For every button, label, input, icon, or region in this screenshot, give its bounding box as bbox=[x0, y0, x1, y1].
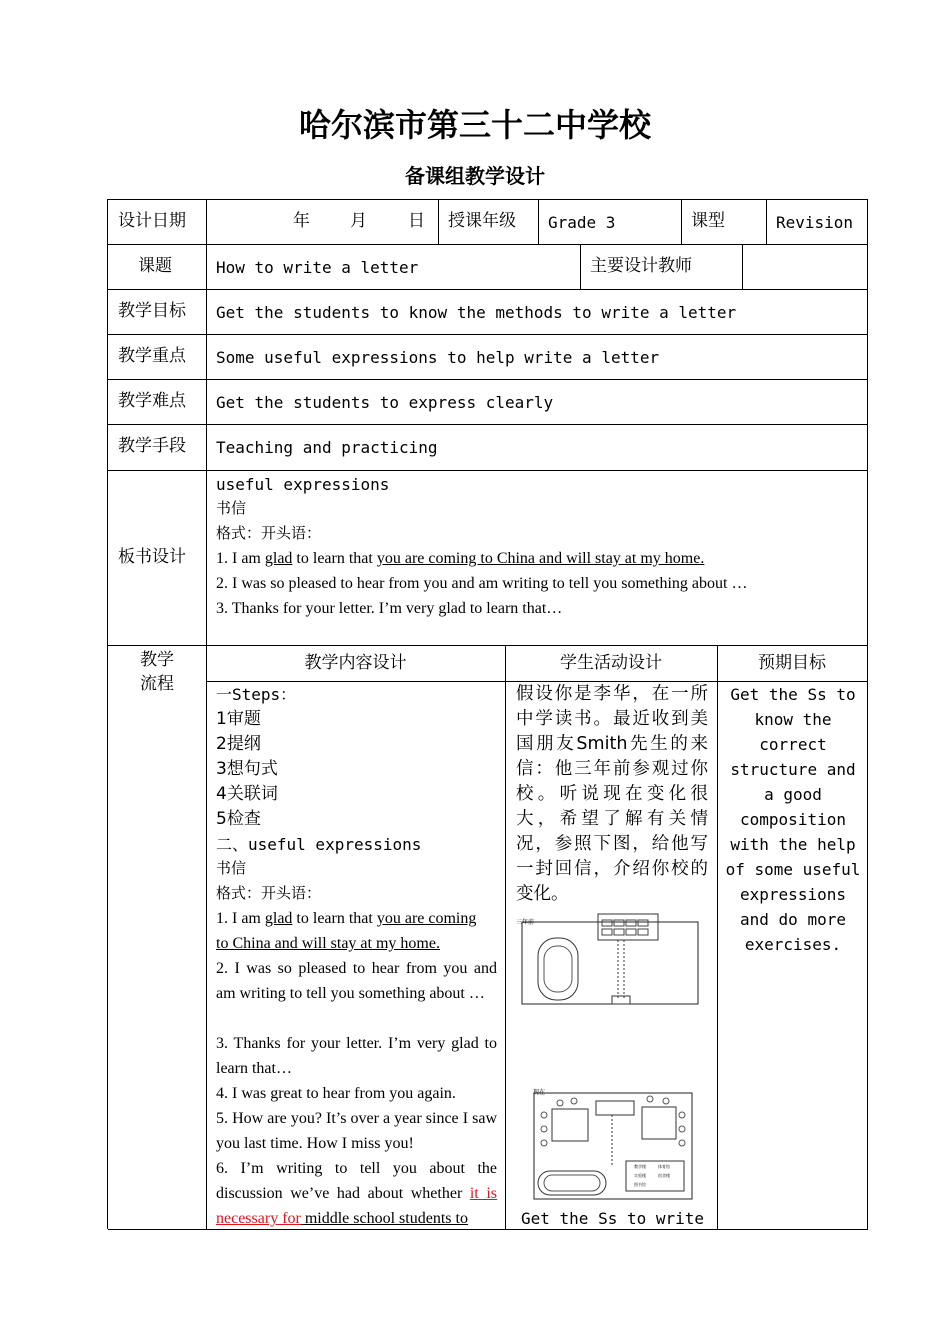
expr1-underlined-1: you are coming bbox=[376, 910, 477, 927]
page-subtitle: 备课组教学设计 bbox=[405, 164, 545, 188]
expr1-glad: glad bbox=[264, 910, 293, 927]
content-format: 格式：开头语： bbox=[216, 884, 322, 902]
process-label-1: 教学 bbox=[140, 650, 174, 670]
content-expr-4: 4. I was great to hear from you again. bbox=[216, 1085, 456, 1102]
expr6-b: middle school students to bbox=[300, 1210, 468, 1227]
board-sentence-1 bbox=[216, 546, 704, 571]
school-title: 哈尔滨市第三十二中学校 bbox=[298, 106, 651, 144]
topic-value: How to write a letter bbox=[216, 258, 419, 277]
grade-label: 授课年级 bbox=[448, 211, 516, 231]
activity-prompt: 假设你是李华，在一所中学读书。最近收到美国朋友Smith先生的来信：他三年前参观过你校。听说现在变化很大，希望了解有关情况，参照下图，给他写一封回信，介绍你校的变化。 bbox=[516, 684, 708, 904]
board-s1-pre: 1. I am bbox=[216, 550, 265, 567]
month-label: 月 bbox=[350, 211, 367, 231]
expr1-underlined-2: to China and will stay at my home. bbox=[216, 935, 440, 952]
board-sentence-2: 2. I was so pleased to hear from you and am writing to tell you something about … bbox=[216, 575, 748, 592]
board-line-format: 格式：开头语： bbox=[216, 524, 322, 542]
board-line-useful: useful expressions bbox=[216, 475, 390, 494]
board-label: 板书设计 bbox=[118, 547, 186, 567]
legend-1: 教学楼 bbox=[634, 1164, 646, 1169]
legend-3: 图书馆 bbox=[634, 1182, 646, 1187]
target-column-header: 预期目标 bbox=[758, 653, 826, 673]
activity-footer: Get the Ss to write bbox=[521, 1209, 705, 1228]
lesson-type-label: 课型 bbox=[691, 211, 725, 231]
expr6-a: 6. I’m writing to tell you about the discussion we’ve had about whether bbox=[216, 1160, 497, 1202]
means-label: 教学手段 bbox=[118, 436, 186, 456]
topic-label: 课题 bbox=[138, 256, 172, 276]
focus-value: Some useful expressions to help write a letter bbox=[216, 348, 660, 367]
difficulty-label: 教学难点 bbox=[118, 391, 186, 411]
content-expr-3: 3. Thanks for your letter. I’m very glad to learn that… bbox=[216, 1035, 497, 1077]
board-s1-glad: glad bbox=[264, 550, 293, 567]
date-label: 设计日期 bbox=[118, 211, 186, 231]
content-expr-2: 2. I was so pleased to hear from you and am writing to tell you something about … bbox=[216, 960, 497, 1002]
expr1-pre: 1. I am bbox=[216, 910, 265, 927]
step-4: 4关联词 bbox=[216, 784, 278, 804]
legend-2: 实验楼 bbox=[634, 1173, 646, 1178]
map-before-label: 三年前 bbox=[516, 919, 535, 926]
goal-value: Get the students to know the methods to write a letter bbox=[216, 303, 737, 322]
year-label: 年 bbox=[293, 211, 310, 231]
step-2: 2提纲 bbox=[216, 734, 261, 754]
content-expr-6 bbox=[216, 1156, 497, 1231]
content-column-header: 教学内容设计 bbox=[304, 653, 407, 673]
legend-4: 体育馆 bbox=[658, 1164, 670, 1169]
step-3: 3想句式 bbox=[216, 759, 278, 779]
content-expr-1a bbox=[216, 906, 476, 931]
lesson-type-value: Revision bbox=[776, 213, 854, 232]
map-now-label: 现在 bbox=[533, 1089, 546, 1096]
expr6-red: it is necessary for bbox=[216, 1185, 498, 1227]
day-label: 日 bbox=[408, 211, 425, 231]
focus-label: 教学重点 bbox=[118, 346, 186, 366]
section-useful-expressions: 二、useful expressions bbox=[216, 835, 422, 854]
difficulty-value: Get the students to express clearly bbox=[216, 393, 554, 412]
steps-title: 一Steps： bbox=[216, 685, 297, 704]
legend-5: 宿舍楼 bbox=[658, 1173, 670, 1178]
content-expr-5: 5. How are you? It’s over a year since I saw you last time. How I miss you! bbox=[216, 1110, 497, 1152]
school-map-now bbox=[530, 1085, 696, 1203]
expr1-mid: to learn that bbox=[292, 910, 377, 927]
activity-column-header: 学生活动设计 bbox=[560, 653, 662, 673]
goal-label: 教学目标 bbox=[118, 301, 186, 321]
teacher-label: 主要设计教师 bbox=[590, 256, 692, 276]
content-letter: 书信 bbox=[216, 859, 247, 877]
school-map-before bbox=[514, 910, 700, 1008]
grade-value: Grade 3 bbox=[548, 213, 616, 232]
board-s1-mid: to learn that bbox=[292, 550, 377, 567]
board-sentence-3: 3. Thanks for your letter. I’m very glad to learn that… bbox=[216, 600, 563, 617]
board-line-letter: 书信 bbox=[216, 499, 247, 517]
step-1: 1审题 bbox=[216, 709, 261, 729]
expected-target: Get the Ss to know the correct structure and a good composition with the help of some useful expressions and do more exercises. bbox=[725, 685, 861, 954]
board-s1-underlined: you are coming to China and will stay at my home. bbox=[376, 550, 705, 567]
process-label-2: 流程 bbox=[140, 674, 174, 694]
means-value: Teaching and practicing bbox=[216, 438, 438, 457]
step-5: 5检查 bbox=[216, 809, 261, 829]
